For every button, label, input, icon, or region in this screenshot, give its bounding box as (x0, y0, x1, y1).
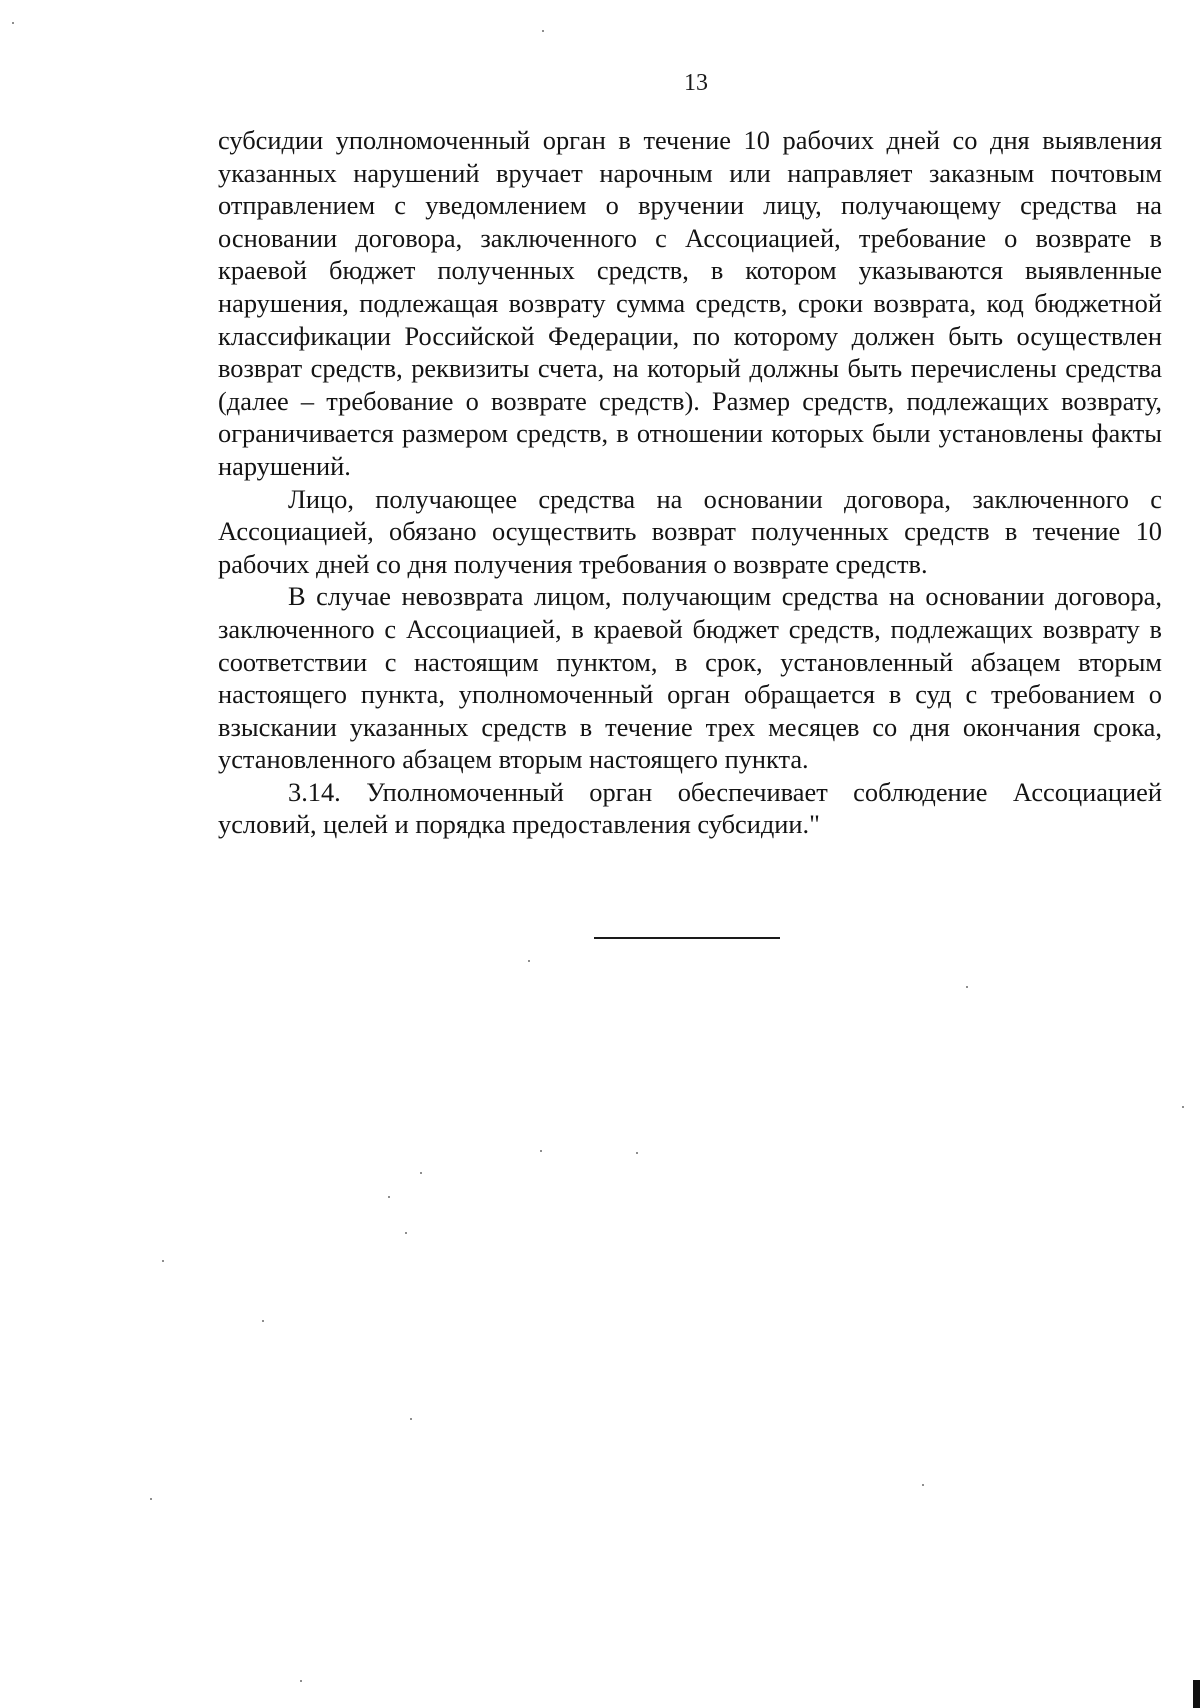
scan-speck (1182, 1106, 1184, 1108)
paragraph-subsidy-return-requirement: субсидии уполномоченный орган в течение 10 рабочих дней со дня выявления указанных нарушений вручает нарочным или направляет заказным почтовым отправлением с уведомлением о вручении лицу, получающему средства на основании договора, заключенного с Ассоциацией, требование о возврате в краевой бюджет полученных средств, в котором указываются выявленные нарушения, подлежащая возврату сумма средств, сроки возврата, код бюджетной классификации Российской Федерации, по которому должен быть осуществлен возврат средств, реквизиты счета, на который должны быть перечислены средства (далее – требование о возврате средств). Размер средств, подлежащих возврату, ограничивается размером средств, в отношении которых были установлены факты нарушений. (218, 125, 1162, 481)
scan-speck (420, 1172, 422, 1174)
scan-speck (636, 1152, 638, 1154)
paragraph-court-claim: В случае невозврата лицом, получающим средства на основании договора, заключенного с Ассоциацией, в краевой бюджет средств, подлежащих возврату в соответствии с настоящим пунктом, в срок, установленный абзацем вторым настоящего пункта, уполномоченный орган обращается в суд с требованием о взыскании указанных средств в течение трех месяцев со дня окончания срока, установленного абзацем вторым настоящего пункта. (218, 581, 1162, 775)
scan-speck (300, 1680, 302, 1682)
end-separator-line (594, 937, 780, 939)
scan-speck (922, 1484, 924, 1486)
scan-speck (410, 1418, 412, 1420)
scan-speck (542, 30, 544, 32)
scan-speck (388, 1196, 390, 1198)
scan-speck (966, 986, 968, 988)
paragraph-clause-3-14: 3.14. Уполномоченный орган обеспечивает соблюдение Ассоциацией условий, целей и порядка предоставления субсидии." (218, 776, 1162, 840)
scan-speck (262, 1320, 264, 1322)
scan-speck (528, 960, 530, 962)
scan-speck (405, 1232, 407, 1234)
paragraph-return-obligation: Лицо, получающее средства на основании договора, заключенного с Ассоциацией, обязано осуществить возврат полученных средств в течение 10 рабочих дней со дня получения требования о возврате средств. (218, 483, 1162, 579)
scan-speck (150, 1498, 152, 1500)
page-number: 13 (684, 70, 708, 96)
scan-speck (12, 22, 14, 24)
scan-speck (162, 1260, 164, 1262)
scan-speck (540, 1150, 542, 1152)
scan-edge-mark (1193, 1680, 1200, 1708)
document-body (218, 124, 1162, 841)
